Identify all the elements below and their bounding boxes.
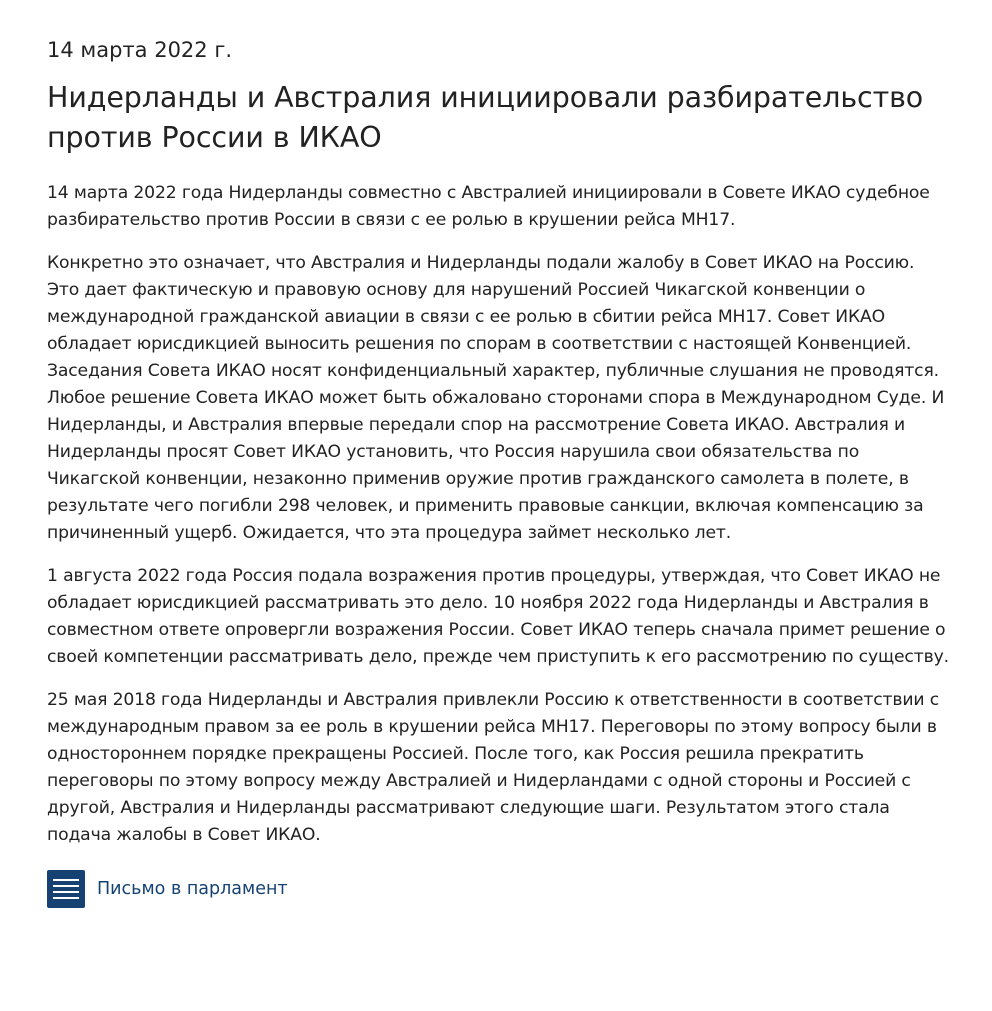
article-title: Нидерланды и Австралия инициировали разбирательство против России в ИКАО xyxy=(47,81,924,154)
article-paragraph-2: Конкретно это означает, что Австралия и Нидерланды подали жалобу в Совет ИКАО на Россию. Это дает фактическую и правовую основу для нарушений Россией Чикагской конвенции о международной гражданской авиации в связи с ее ролью в сбитии рейса МН17. Совет ИКАО обладает юрисдикцией выносить решения по спорам в соответствии с настоящей Конвенцией. Заседания Совета ИКАО носят конфиденциальный характер, публичные слушания не проводятся. Любое решение Совета ИКАО может быть обжаловано сторонами спора в Международном Суде. И Нидерланды, и Австралия впервые передали спор на рассмотрение Совета ИКАО. Австралия и Нидерланды просят Совет ИКАО установить, что Россия нарушила свои обязательства по Чикагской конвенции, незаконно применив оружие против гражданского самолета в полете, в результате чего погибли 298 человек, и применить правовые санкции, включая компенсацию за причиненный ущерб. Ожидается, что эта процедура займет несколько лет. xyxy=(47,253,945,543)
parliament-letter-label[interactable]: Письмо в парламент xyxy=(97,879,288,899)
document-list-icon[interactable] xyxy=(47,870,85,908)
parliament-letter-link[interactable] xyxy=(47,870,950,908)
article-paragraph-4: 25 мая 2018 года Нидерланды и Австралия привлекли Россию к ответственности в соответствии с международным правом за ее роль в крушении рейса МН17. Переговоры по этому вопросу были в одностороннем порядке прекращены Россией. После того, как Россия решила прекратить переговоры по этому вопросу между Австралией и Нидерландами с одной стороны и Россией с другой, Австралия и Нидерланды рассматривают следующие шаги. Результатом этого стала подача жалобы в Совет ИКАО. xyxy=(47,690,940,845)
article-paragraph-1: 14 марта 2022 года Нидерланды совместно с Австралией инициировали в Совете ИКАО судебное разбирательство против России в связи с ее ролью в крушении рейса МН17. xyxy=(47,183,930,230)
article-date: 14 марта 2022 г. xyxy=(47,38,233,62)
article-paragraph-3: 1 августа 2022 года Россия подала возражения против процедуры, утверждая, что Совет ИКАО не обладает юрисдикцией рассматривать это дело. 10 ноября 2022 года Нидерланды и Австралия в совместном ответе опровергли возражения России. Совет ИКАО теперь сначала примет решение о своей компетенции рассматривать дело, прежде чем приступить к его рассмотрению по существу. xyxy=(47,566,949,667)
